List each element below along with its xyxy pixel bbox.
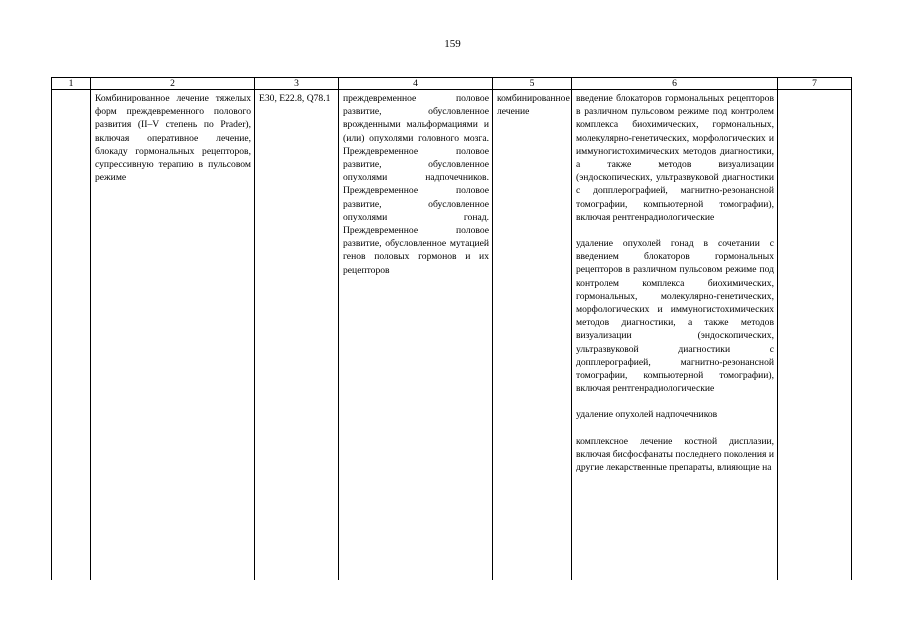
cell-cost xyxy=(778,90,852,580)
column-number-row xyxy=(52,78,852,90)
cell-treatment-methods xyxy=(572,90,778,580)
column-header-3: 3 xyxy=(255,78,339,90)
medical-care-table xyxy=(51,77,852,580)
column-header-7: 7 xyxy=(778,78,852,90)
method-paragraph: введение блокаторов гормональных рецепторов в различном пульсовом режиме под контролем комплекса биохимических, гормональных, молекулярно-генетических, морфологических и иммуногистохимических методов диагностики, а также методов визуализации (эндоскопических, ультразвуковой диагностики с допплерографией, магнитно-резонансной томографии, компьютерной томографии), включая рентгенрадиологические xyxy=(576,93,774,223)
page-number: 159 xyxy=(444,38,461,50)
cell-treatment-type: комбинированное лечение xyxy=(493,90,572,580)
cell-number xyxy=(52,90,91,580)
column-header-4: 4 xyxy=(339,78,493,90)
cell-treatment-name: Комбинированное лечение тяжелых форм преждевременного полового развития (II–V степень по Prader), включая оперативное лечение, блокаду гормональных рецепторов, супрессивную терапию в пульсовом режиме xyxy=(91,90,255,580)
method-paragraph: удаление опухолей гонад в сочетании с введением блокаторов гормональных рецепторов в различном пульсовом режиме под контролем комплекса биохимических, гормональных, молекулярно-генетических, морфологических и иммуногистохимических методов диагностики, а также методов визуализации (эндоскопических, ультразвуковой диагностики с допплерографией, магнитно-резонансной томографии, компьютерной томографии), включая рентгенрадиологические xyxy=(576,238,774,395)
column-header-1: 1 xyxy=(52,78,91,90)
method-paragraph: комплексное лечение костной дисплазии, включая бисфосфанаты последнего поколения и другие лекарственные препараты, влияющие на xyxy=(576,435,774,474)
cell-patient-model: преждевременное половое развитие, обусловленное врожденными мальформациями и (или) опухолями головного мозга. Преждевременное половое развитие, обусловленное опухолями надпочечников. Преждевременное половое развитие, обусловленное опухолями гонад. Преждевременное половое развитие, обусловленное мутацией генов половых гормонов и их рецепторов xyxy=(339,90,493,580)
method-paragraph: удаление опухолей надпочечников xyxy=(576,409,718,421)
column-header-6: 6 xyxy=(572,78,778,90)
table-row xyxy=(52,90,852,580)
cell-icd-codes: E30, E22.8, Q78.1 xyxy=(255,90,339,580)
column-header-5: 5 xyxy=(493,78,572,90)
column-header-2: 2 xyxy=(91,78,255,90)
